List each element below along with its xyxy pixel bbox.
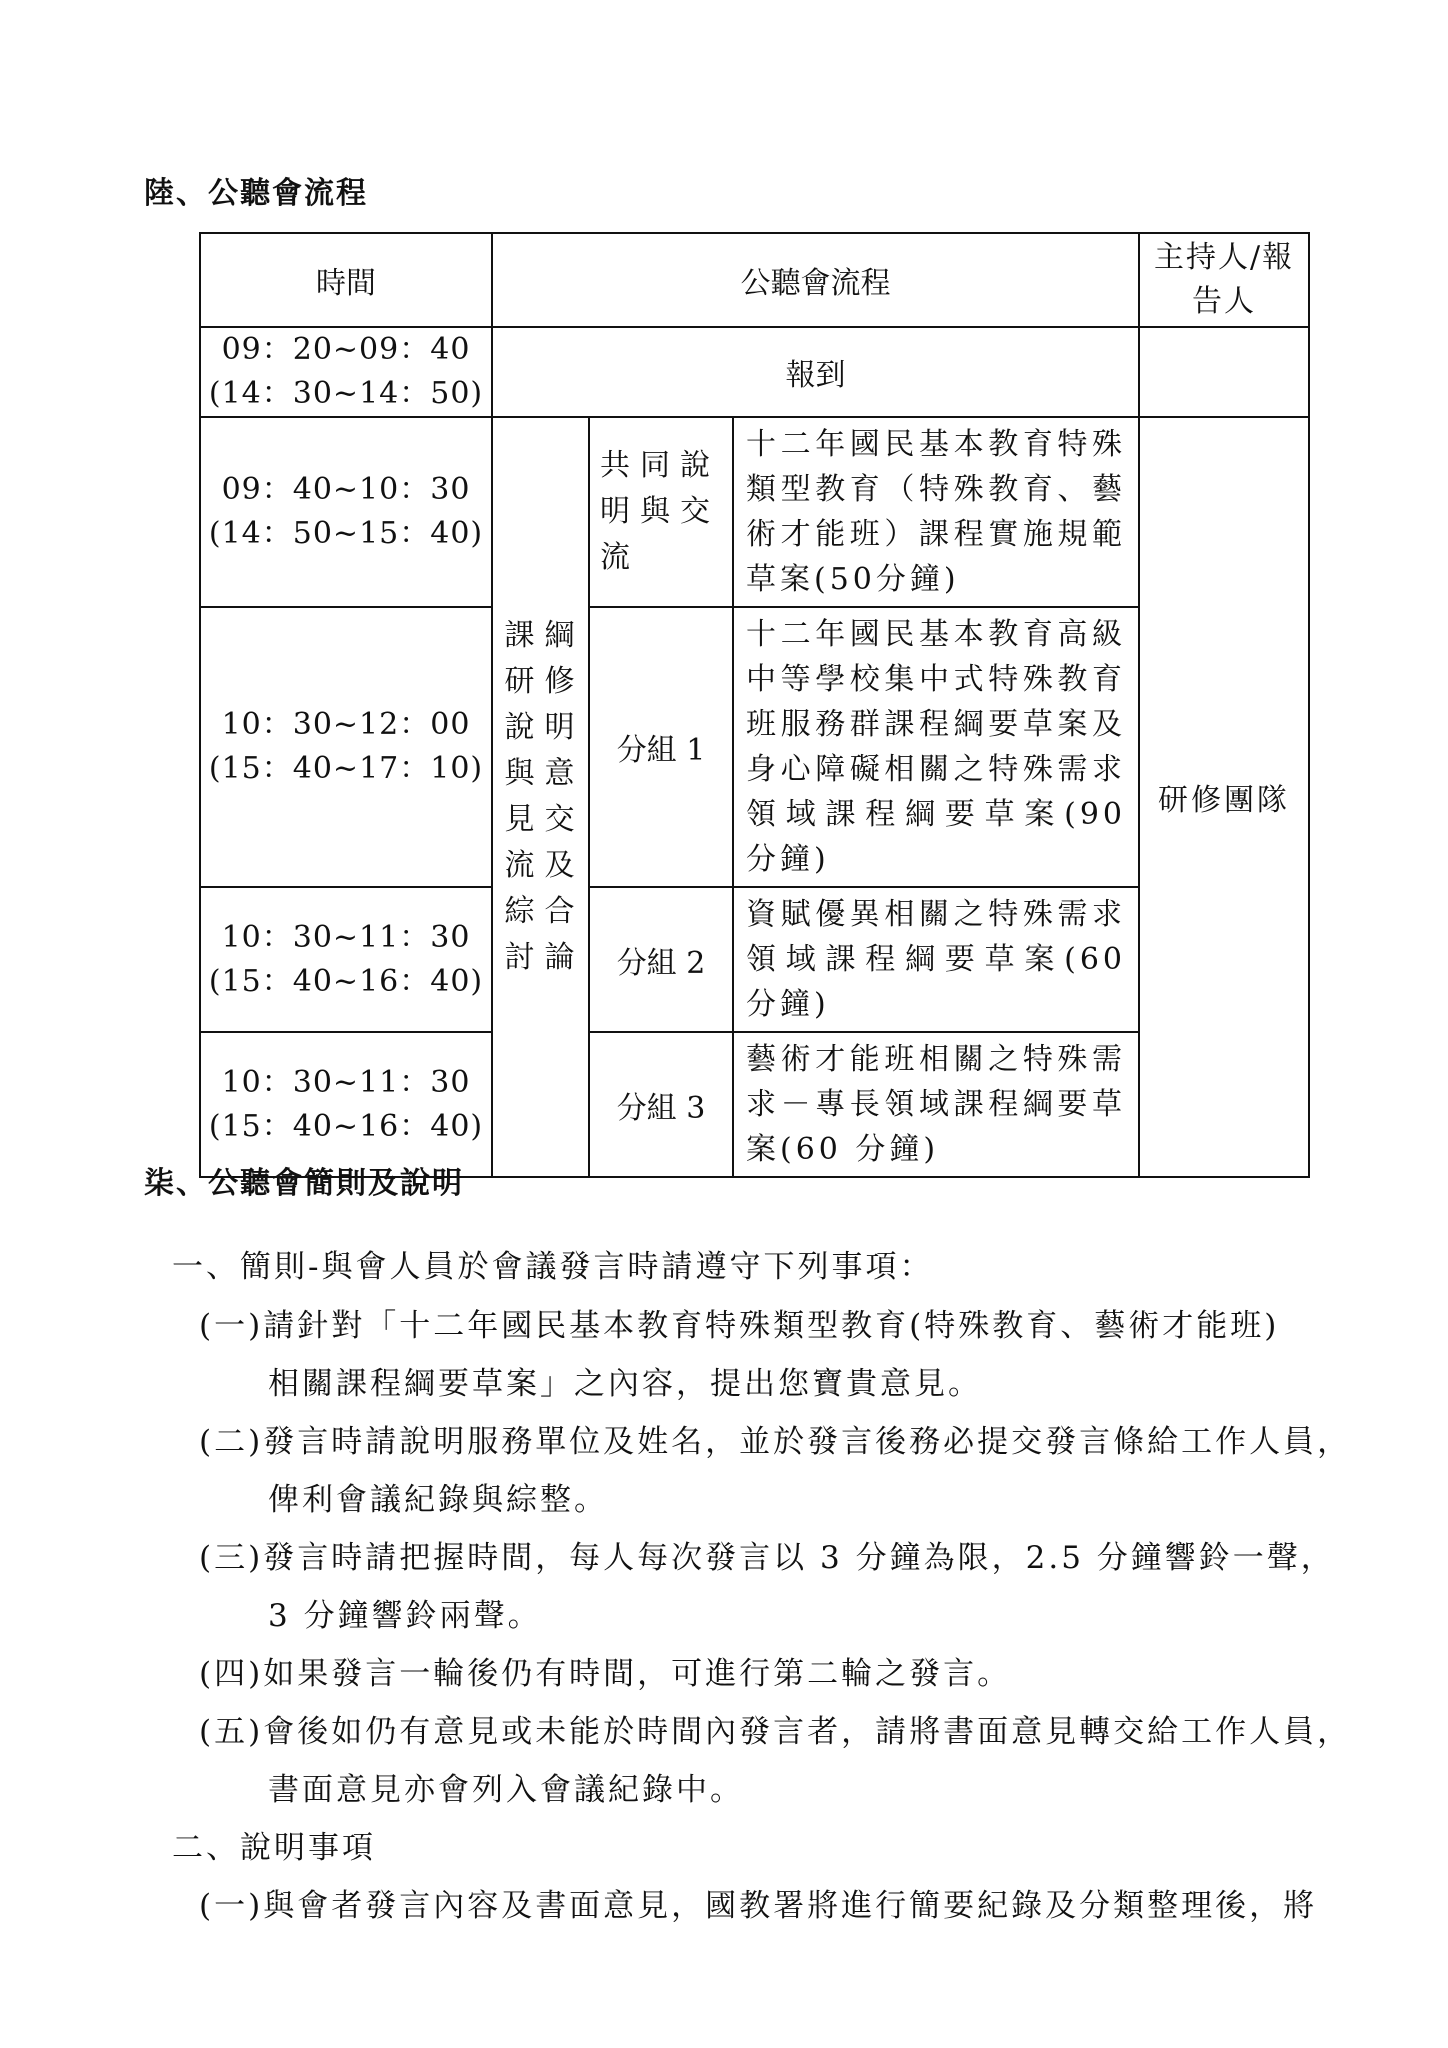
row-time (200, 1032, 492, 1177)
explanations-heading: 二、說明事項 (172, 1830, 376, 1866)
row-time-pm: (15：40~16：40) (208, 1108, 484, 1144)
rule-3-line-2: 3 分鐘響鈴兩聲。 (268, 1598, 542, 1634)
registration-label: 報到 (492, 327, 1139, 417)
row-mode: 共同說明與交流 (589, 417, 733, 607)
rule-3-line-1: (三)發言時請把握時間，每人每次發言以 3 分鐘為限，2.5 分鐘響鈴一聲， (199, 1540, 1335, 1576)
schedule-table (199, 232, 1310, 1178)
row-mode: 分組 3 (589, 1032, 733, 1177)
header-flow: 公聽會流程 (492, 233, 1139, 327)
row-description: 十二年國民基本教育高級中等學校集中式特殊教育班服務群課程綱要草案及身心障礙相關之特殊需求領域課程綱要草案(90 分鐘) (733, 607, 1139, 887)
row-time (200, 417, 492, 607)
explanation-1-line-1: (一)與會者發言內容及書面意見，國教署將進行簡要紀錄及分類整理後，將 (199, 1888, 1318, 1924)
row-description: 資賦優異相關之特殊需求領域課程綱要草案(60 分鐘) (733, 887, 1139, 1032)
rule-1-line-2: 相關課程綱要草案」之內容，提出您寶貴意見。 (268, 1366, 982, 1402)
rules-intro: 一、簡則-與會人員於會議發言時請遵守下列事項： (172, 1249, 934, 1285)
section-7-heading: 柒、公聽會簡則及說明 (144, 1166, 464, 1201)
row-mode: 分組 1 (589, 607, 733, 887)
row-time-am: 09：40~10：30 (221, 472, 471, 507)
header-time: 時間 (200, 233, 492, 327)
row-time-am: 10：30~11：30 (221, 919, 471, 955)
rule-5-line-2: 書面意見亦會列入會議紀錄中。 (268, 1772, 744, 1808)
header-host: 主持人/報告人 (1139, 233, 1309, 327)
registration-time-pm: (14：30~14：50) (208, 376, 484, 411)
row-time (200, 607, 492, 887)
table-header-row (200, 233, 1309, 327)
row-description: 藝術才能班相關之特殊需求－專長領域課程綱要草案(60 分鐘) (733, 1032, 1139, 1177)
row-description: 十二年國民基本教育特殊類型教育（特殊教育、藝術才能班）課程實施規範草案(50分鐘) (733, 417, 1139, 607)
registration-row (200, 327, 1309, 417)
registration-host (1139, 327, 1309, 417)
host-team: 研修團隊 (1139, 417, 1309, 1177)
table-row (200, 417, 1309, 607)
rule-1-line-1: (一)請針對「十二年國民基本教育特殊類型教育(特殊教育、藝術才能班) (199, 1308, 1280, 1344)
rule-4-line-1: (四)如果發言一輪後仍有時間，可進行第二輪之發言。 (199, 1656, 1012, 1692)
session-label: 課綱研修說明與意見交流及綜合討論 (492, 417, 589, 1177)
row-time-pm: (15：40~16：40) (208, 963, 484, 999)
row-time-am: 10：30~12：00 (221, 707, 471, 742)
row-time-am: 10：30~11：30 (221, 1064, 471, 1100)
row-time (200, 887, 492, 1032)
row-mode: 分組 2 (589, 887, 733, 1032)
row-time-pm: (14：50~15：40) (208, 516, 484, 551)
rule-2-line-2: 俾利會議紀錄與綜整。 (268, 1482, 608, 1518)
registration-time-am: 09：20~09：40 (221, 332, 471, 367)
registration-time (200, 327, 492, 417)
rule-2-line-1: (二)發言時請說明服務單位及姓名，並於發言後務必提交發言條給工作人員， (199, 1424, 1352, 1460)
row-time-pm: (15：40~17：10) (208, 751, 484, 786)
section-6-heading: 陸、公聽會流程 (144, 176, 368, 211)
rule-5-line-1: (五)會後如仍有意見或未能於時間內發言者，請將書面意見轉交給工作人員， (199, 1714, 1352, 1750)
